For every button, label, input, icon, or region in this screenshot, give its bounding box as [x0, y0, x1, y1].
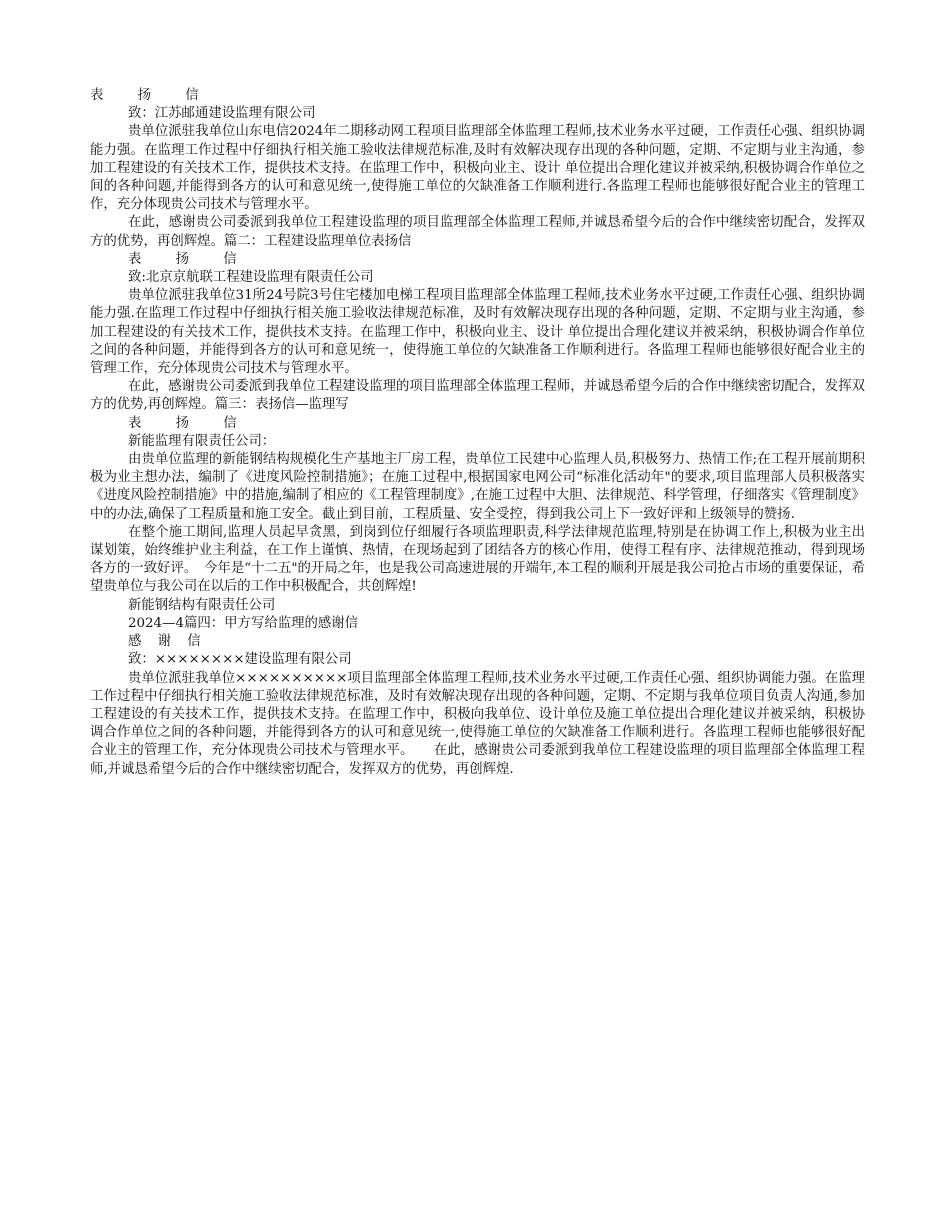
letter-2-recipient: 致:北京京航联工程建设监理有限责任公司 [128, 270, 374, 286]
letter-3-body-2: 在整个施工期间,监理人员起早贪黑，到岗到位仔细履行各项监理职责,科学法律规范监理,特别是在协调工作上,积极为业主出谋划策，始终维护业主利益，在工作上谨慎、热情，在现场起到了团结各方的核心作用，使得工程有序、法律规范推动，得到现场各方的一致好评。 今年是“十二五"的开局之年，也是我公司高速进展的开端年,本工程的顺利开展是我公司抢占市场的重要保证，希望贵单位与我公司在以后的工作中积极配合，共创辉煌! [90, 524, 865, 595]
letter-3-recipient: 新能监理有限责任公司： [128, 433, 276, 449]
letter-3-body-1: 由贵单位监理的新能钢结构规模化生产基地主厂房工程，贵单位工民建中心监理人员,积极努力、热情工作;在工程开展前期积极为业主想办法，编制了《进度风险控制措施》；在施工过程中,根据国家电网公司“标准化活动年"的要求,项目监理部人员积极落实《进度风险控制措施》中的措施,编制了相应的《工程管理制度》,在施工过程中大胆、法律规范、科学管理，仔细落实《管理制度》中的办法,确保了工程质量和施工安全。截止到目前，工程质量、安全受控，得到我公司上下一致好评和上级领导的赞扬. [90, 452, 865, 522]
letter-1-recipient: 致：江苏邮通建设监理有限公司 [128, 106, 316, 122]
letter-2-closing: 在此，感谢贵公司委派到我单位工程建设监理的项目监理部全体监理工程师，并诚恳希望今后的合作中继续密切配合，发挥双方的优势,再创辉煌。篇三：表扬信—监理写 [90, 379, 865, 413]
letter-1-closing: 在此，感谢贵公司委派到我单位工程建设监理的项目监理部全体监理工程师,并诚恳希望今后的合作中继续密切配合，发挥双方的优势，再创辉煌。篇二：工程建设监理单位表扬信 [90, 215, 865, 249]
letter-2-body: 贵单位派驻我单位31所24号院3号住宅楼加电梯工程项目监理部全体监理工程师,技术业务水平过硬,工作责任心强、组织协调能力强.在监理工作过程中仔细执行相关施工验收法律规范标准，及时有效解决现存出现的各种问题，定期、不定期与业主沟通，参加工程建设的有关技术工作，提供技术支持。在监理工作中，积极向业主、设计 单位提出合理化建议并被采纳，积极协调合作单位之间的各种问题，并能得到各方的认可和意见统一，使得施工单位的欠缺准备工作顺利进行。各监理工程师也能够很好配合业主的管理工作，充分体现贵公司技术与管理水平。 [90, 288, 865, 377]
letter-3-signature: 新能钢结构有限责任公司 [128, 597, 276, 613]
letter-4-body: 贵单位派驻我单位××××××××××项目监理部全体监理工程师,技术业务水平过硬,工作责任心强、组织协调能力强。在监理工作过程中仔细执行相关施工验收法律规范标准，及时有效解决现存出现的各种问题，定期、不定期与我单位项目负责人沟通,参加工程建设的有关技术工作，提供技术支持。在监理工作中，积极向我单位、设计单位及施工单位提出合理化建议并被采纳，积极协调合作单位之间的各种问题，并能得到各方的认可和意见统一,使得施工单位的欠缺准备工作顺利进行。各监理工程师也能够很好配合业主的管理工作，充分体现贵公司技术与管理水平。 在此，感谢贵公司委派到我单位工程建设监理的项目监理部全体监理工程师,并诚恳希望今后的合作中继续密切配合，发挥双方的优势，再创辉煌. [90, 670, 865, 777]
letter-4-recipient: 致：××××××××建设监理有限公司 [128, 652, 352, 668]
letter-2-title: 表 扬 信 [128, 251, 252, 267]
letter-4-title: 感 谢 信 [128, 634, 207, 650]
letter-3-title: 表 扬 信 [128, 415, 252, 431]
letter-1-body: 贵单位派驻我单位山东电信2024年二期移动网工程项目监理部全体监理工程师,技术业务水平过硬，工作责任心强、组织协调能力强。在监理工作过程中仔细执行相关施工验收法律规范标准,及时有效解决现存出现的各种问题，定期、不定期与业主沟通，参加工程建设的有关技术工作，提供技术支持。在监理工作中，积极向业主、设计 单位提出合理化建议并被采纳,积极协调合作单位之间的各种问题,并能得到各方的认可和意见统一,使得施工单位的欠缺准备工作顺利进行.各监理工程师也能够很好配合业主的管理工作，充分体现贵公司技术与管理水平。 [90, 124, 865, 213]
document-body [90, 87, 865, 779]
letter-1-title: 表 扬 信 [90, 88, 214, 103]
letter-3-date: 2024—4篇四：甲方写给监理的感谢信 [128, 615, 359, 631]
